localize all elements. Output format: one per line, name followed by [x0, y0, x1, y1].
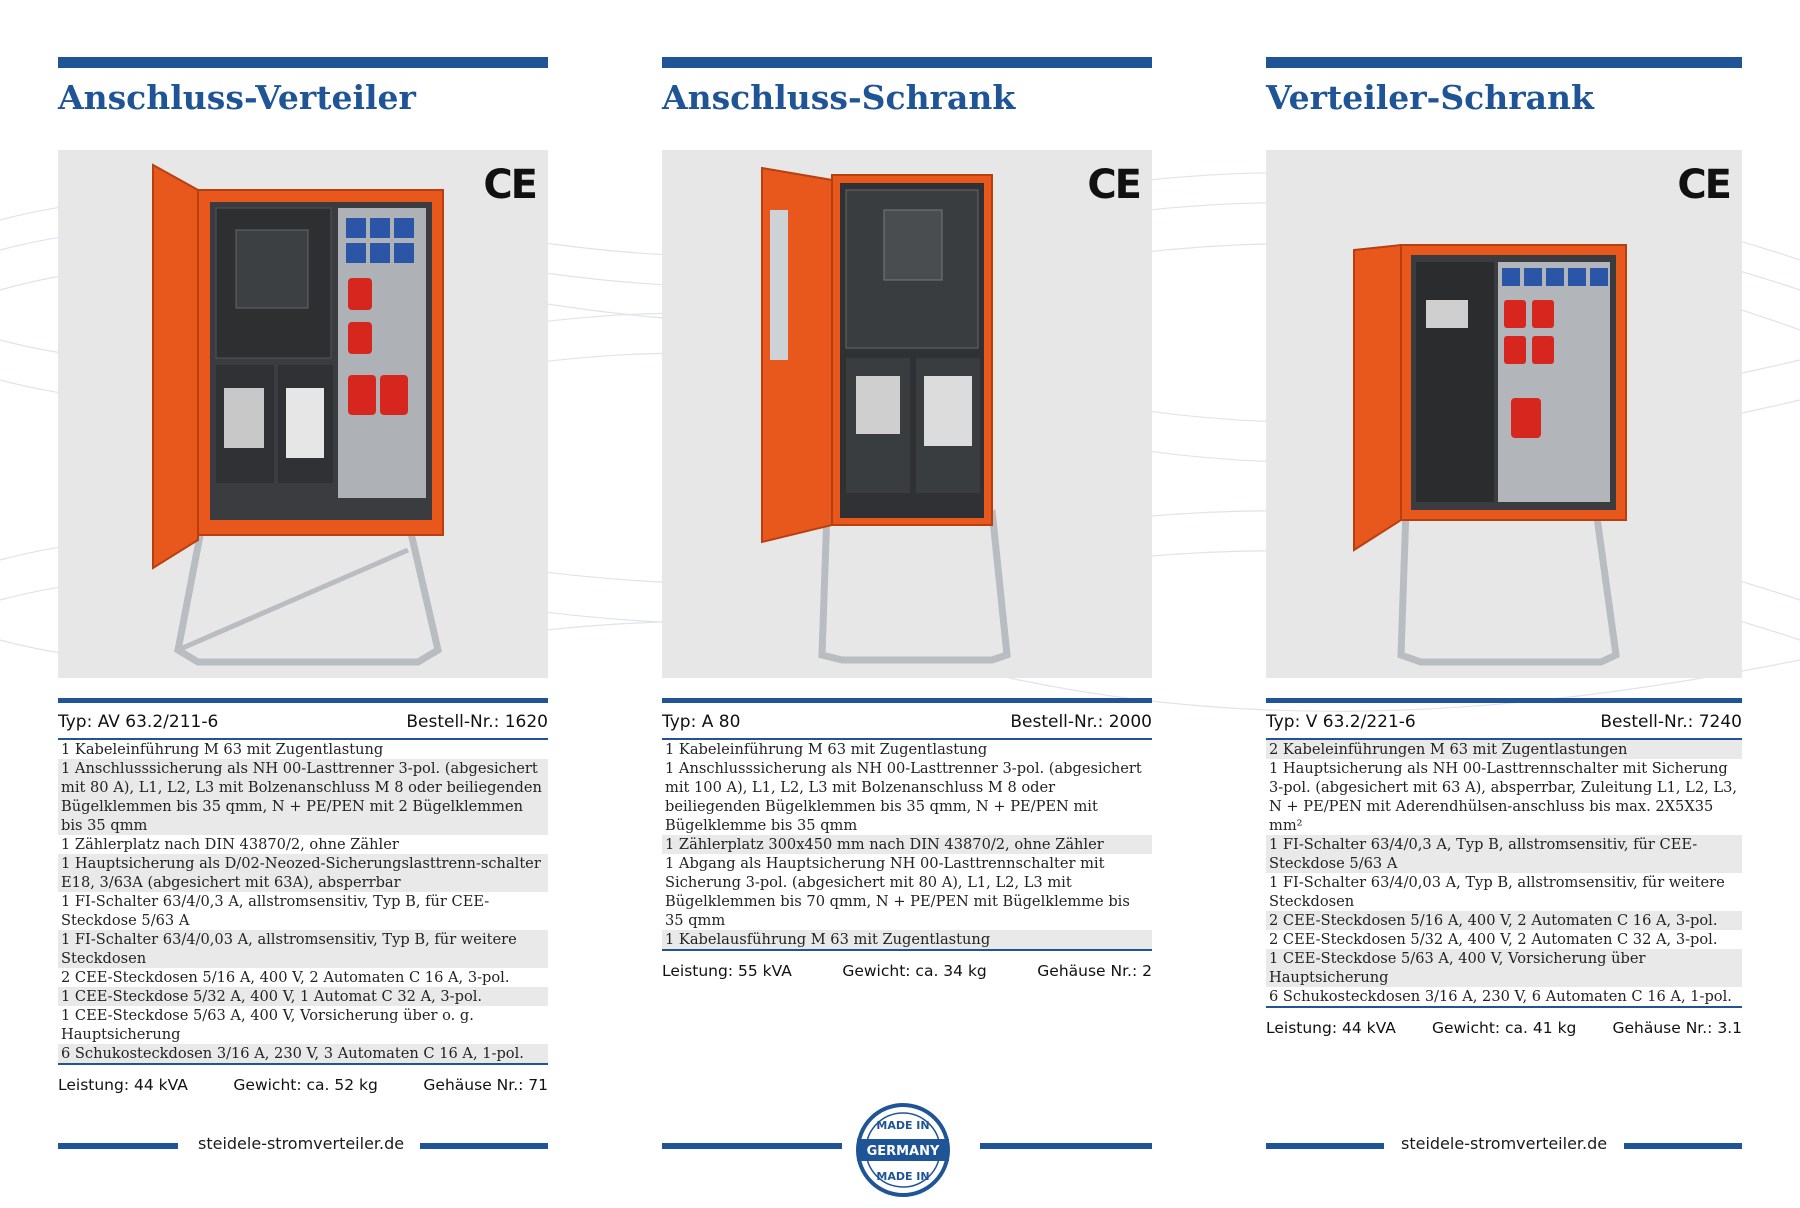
badge-top-text: MADE IN [876, 1119, 930, 1132]
type-label: Typ: V 63.2/221-6 [1266, 712, 1416, 732]
spec-item: 1 CEE-Steckdose 5/32 A, 400 V, 1 Automat C 32 A, 3-pol. [58, 987, 548, 1006]
weight: Gewicht: ca. 41 kg [1431, 1019, 1577, 1037]
footer-line-left [1266, 1143, 1384, 1149]
spec-list [1266, 738, 1742, 1008]
spec-item: 1 Anschlusssicherung als NH 00-Lasttrenner 3-pol. (abgesichert mit 100 A), L1, L2, L3 mit Bolzenanschluss M 8 oder beiliegenden Bügelklemmen bis 35 qmm, N + PE/PEN mit Bügelklemme bis 35 qmm [665, 760, 1142, 834]
ce-mark-icon: CE [1087, 162, 1140, 208]
spec-item: 1 CEE-Steckdose 5/63 A, 400 V, Vorsicherung über o. g. Hauptsicherung [61, 1007, 474, 1043]
product-photo [662, 150, 1152, 678]
spec-item: 1 Kabeleinführung M 63 mit Zugentlastung [61, 741, 384, 758]
spec-item: 1 CEE-Steckdose 5/63 A, 400 V, Vorsicherung über Hauptsicherung [1266, 949, 1742, 987]
footer-line-right [420, 1143, 548, 1149]
spec-header [662, 712, 1152, 732]
footer-row [58, 1134, 548, 1155]
type-label: Typ: A 80 [662, 712, 741, 732]
cabinet-illustration [1266, 150, 1742, 678]
product-photo [1266, 150, 1742, 678]
badge-center-text: GERMANY [866, 1144, 940, 1159]
header-bar [58, 57, 548, 68]
spec-list [662, 738, 1152, 951]
power-rating: Leistung: 55 kVA [662, 962, 792, 980]
spec-item: 6 Schukosteckdosen 3/16 A, 230 V, 6 Automaten C 16 A, 1-pol. [1269, 988, 1732, 1005]
spec-item: 1 Zählerplatz 300x450 mm nach DIN 43870/2, ohne Zähler [662, 835, 1152, 854]
spec-footer [58, 1076, 548, 1094]
power-rating: Leistung: 44 kVA [58, 1076, 188, 1094]
spec-item: 1 FI-Schalter 63/4/0,03 A, Typ B, allstromsensitiv, für weitere Steckdosen [1269, 874, 1725, 910]
spec-item: 1 Hauptsicherung als NH 00-Lasttrennschalter mit Sicherung 3-pol. (abgesichert mit 63 A), absperrbar, Zuleitung L1, L2, L3, N + PE/PEN mit Aderendhülsen-anschluss bis max. 2X5X35 mm² [1269, 760, 1738, 834]
spec-item: 1 Zählerplatz nach DIN 43870/2, ohne Zähler [61, 836, 399, 853]
website-link[interactable]: steidele-stromverteiler.de [1401, 1134, 1608, 1153]
footer-line-left [662, 1143, 842, 1149]
order-number: Bestell-Nr.: 7240 [1600, 712, 1742, 732]
housing-number: Gehäuse Nr.: 3.1 [1612, 1019, 1742, 1037]
spec-header [1266, 712, 1742, 732]
cabinet-illustration [662, 150, 1152, 678]
spec-divider [1266, 698, 1742, 703]
spec-item: 2 CEE-Steckdosen 5/32 A, 400 V, 2 Automaten C 32 A, 3-pol. [1269, 931, 1718, 948]
header-bar [1266, 57, 1742, 68]
spec-footer [1266, 1019, 1742, 1037]
spec-item: 1 Anschlusssicherung als NH 00-Lasttrenner 3-pol. (abgesichert mit 80 A), L1, L2, L3 mit Bolzenanschluss M 8 oder beiliegenden Bügelklemmen bis 35 qmm, N + PE/PEN mit 2 Bügelklemmen bis 35 qmm [58, 759, 548, 835]
ce-mark-icon: CE [1677, 162, 1730, 208]
website-link[interactable]: steidele-stromverteiler.de [198, 1134, 405, 1153]
housing-number: Gehäuse Nr.: 71 [423, 1076, 548, 1094]
spec-list [58, 738, 548, 1065]
spec-item: 1 Kabelausführung M 63 mit Zugentlastung [662, 930, 1152, 949]
spec-item: 6 Schukosteckdosen 3/16 A, 230 V, 3 Automaten C 16 A, 1-pol. [58, 1044, 548, 1063]
spec-divider [662, 698, 1152, 703]
spec-item: 1 Hauptsicherung als D/02-Neozed-Sicherungslasttrenn-schalter E18, 3/63A (abgesichert mit 63A), absperrbar [58, 854, 548, 892]
spec-item: 1 Abgang als Hauptsicherung NH 00-Lasttrennschalter mit Sicherung 3-pol. (abgesichert mit 80 A), L1, L2, L3 mit Bügelklemmen bis 70 qmm, N + PE/PEN mit Bügelklemme bis 35 qmm [665, 855, 1130, 929]
ce-mark-icon: CE [483, 162, 536, 208]
spec-item: 2 Kabeleinführungen M 63 mit Zugentlastungen [1266, 740, 1742, 759]
spec-item: 2 CEE-Steckdosen 5/16 A, 400 V, 2 Automaten C 16 A, 3-pol. [1266, 911, 1742, 930]
made-in-germany-badge [855, 1102, 951, 1198]
header-bar [662, 57, 1152, 68]
order-number: Bestell-Nr.: 1620 [406, 712, 548, 732]
spec-item: 1 Kabeleinführung M 63 mit Zugentlastung [665, 741, 988, 758]
order-number: Bestell-Nr.: 2000 [1010, 712, 1152, 732]
footer-line-left [58, 1143, 178, 1149]
type-label: Typ: AV 63.2/211-6 [58, 712, 219, 732]
footer-row [1266, 1134, 1742, 1155]
housing-number: Gehäuse Nr.: 2 [1037, 962, 1152, 980]
spec-footer [662, 962, 1152, 980]
weight: Gewicht: ca. 52 kg [233, 1076, 378, 1094]
cabinet-illustration [58, 150, 548, 678]
weight: Gewicht: ca. 34 kg [842, 962, 987, 980]
badge-bottom-text: MADE IN [876, 1170, 930, 1183]
power-rating: Leistung: 44 kVA [1266, 1019, 1396, 1037]
spec-item: 2 CEE-Steckdosen 5/16 A, 400 V, 2 Automaten C 16 A, 3-pol. [61, 969, 510, 986]
spec-divider [58, 698, 548, 703]
product-title: Anschluss-Schrank [662, 78, 1016, 117]
footer-line-right [1624, 1143, 1742, 1149]
spec-item: 1 FI-Schalter 63/4/0,03 A, allstromsensitiv, Typ B, für weitere Steckdosen [58, 930, 548, 968]
product-photo [58, 150, 548, 678]
product-title: Verteiler-Schrank [1266, 78, 1594, 117]
footer-line-right [980, 1143, 1152, 1149]
spec-item: 1 FI-Schalter 63/4/0,3 A, Typ B, allstromsensitiv, für CEE-Steckdose 5/63 A [1266, 835, 1742, 873]
spec-header [58, 712, 548, 732]
product-title: Anschluss-Verteiler [58, 78, 416, 117]
spec-item: 1 FI-Schalter 63/4/0,3 A, allstromsensitiv, Typ B, für CEE-Steckdose 5/63 A [61, 893, 490, 929]
